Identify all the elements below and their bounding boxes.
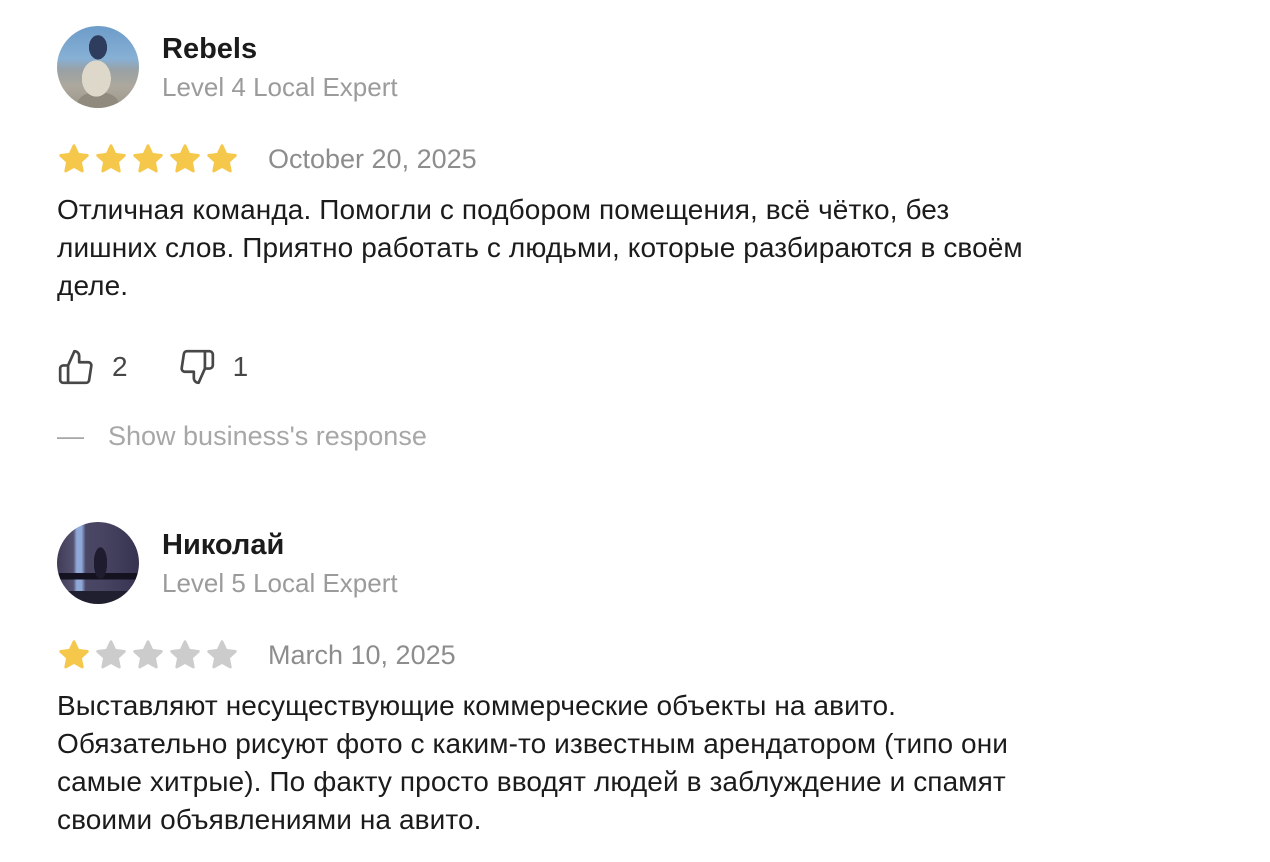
review-text-line: Обязательно рисуют фото с каким-то известным арендатором (типо они	[57, 728, 1009, 759]
star-filled-icon	[168, 142, 202, 176]
review-card	[57, 26, 1217, 452]
reactions-row	[57, 347, 1217, 387]
star-empty-icon	[131, 638, 165, 672]
thumb-up-icon	[57, 348, 95, 386]
author-level: Level 4 Local Expert	[162, 71, 398, 102]
star-empty-icon	[94, 638, 128, 672]
dash-icon: —	[57, 421, 84, 451]
star-filled-icon	[205, 142, 239, 176]
star-filled-icon	[94, 142, 128, 176]
star-rating	[57, 638, 242, 672]
thumb-down-icon	[178, 348, 216, 386]
review-date: March 10, 2025	[268, 639, 456, 670]
author-level: Level 5 Local Expert	[162, 567, 398, 598]
review-text-line: своими объявлениями на авито.	[57, 804, 482, 835]
author-meta	[162, 33, 398, 102]
like-button[interactable]	[57, 348, 128, 386]
review-card	[57, 522, 1217, 839]
review-author-row	[57, 522, 1217, 604]
dislike-count: 1	[232, 351, 249, 382]
review-text-line: Отличная команда. Помогли с подбором помещения, всё чётко, без	[57, 194, 950, 225]
dislike-button[interactable]	[178, 348, 249, 386]
rating-row	[57, 139, 1217, 179]
review-text	[57, 191, 1217, 305]
star-empty-icon	[168, 638, 202, 672]
review-text-line: лишних слов. Приятно работать с людьми, которые разбираются в своём	[57, 232, 1023, 263]
review-text	[57, 687, 1217, 839]
star-filled-icon	[57, 142, 91, 176]
star-filled-icon	[131, 142, 165, 176]
star-filled-icon	[57, 638, 91, 672]
review-author-row	[57, 26, 1217, 108]
avatar[interactable]	[57, 522, 139, 604]
review-date: October 20, 2025	[268, 143, 477, 174]
like-count: 2	[112, 351, 128, 382]
review-text-line: самые хитрые). По факту просто вводят людей в заблуждение и спамят	[57, 766, 1006, 797]
star-rating	[57, 142, 242, 176]
review-text-line: Выставляют несуществующие коммерческие объекты на авито.	[57, 690, 897, 721]
author-name: Rebels	[162, 32, 258, 65]
response-toggle-label: Show business's response	[108, 421, 427, 451]
review-text-line: деле.	[57, 270, 129, 301]
show-business-response-link[interactable]	[57, 421, 427, 452]
rating-row	[57, 635, 1217, 675]
author-name: Николай	[162, 528, 285, 561]
avatar[interactable]	[57, 26, 139, 108]
author-meta	[162, 529, 398, 598]
star-empty-icon	[205, 638, 239, 672]
